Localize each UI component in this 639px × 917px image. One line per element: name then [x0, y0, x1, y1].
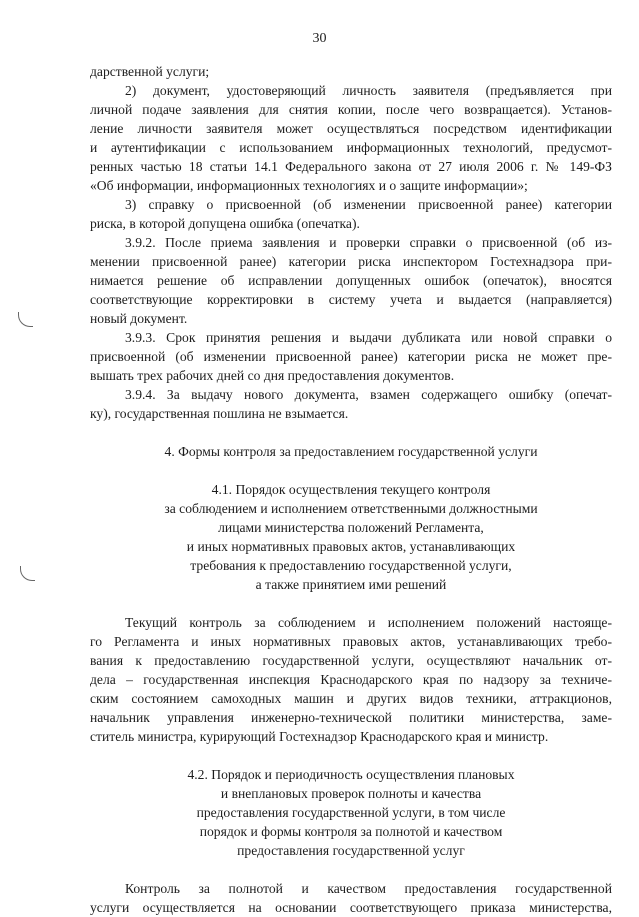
heading-line: 4.2. Порядок и периодичность осуществления плановых	[187, 767, 515, 782]
text-line: вания к предоставлению государственной услуги, осуществляют начальник от-	[90, 653, 612, 668]
text-line: го Регламента и иных нормативных правовых актов, устанавливающих требо-	[90, 634, 612, 649]
text-line: услуги осуществляется на основании соответствующего приказа министерства,	[90, 900, 612, 915]
heading-line: предоставления государственной услуг	[237, 843, 465, 858]
text-line: Контроль за полнотой и качеством предоставления государственной	[125, 881, 612, 896]
spacer	[90, 594, 612, 613]
text-line: новый документ.	[90, 311, 188, 326]
text-line: ренных частью 18 статьи 14.1 Федерального закона от 27 июля 2006 г. № 149-ФЗ	[90, 159, 612, 174]
text-line: соответствующие корректировки в систему учета и выдается (направляется)	[90, 292, 612, 307]
binding-hole-mark	[18, 312, 33, 327]
text-line: дарственной услуги;	[90, 64, 210, 79]
text-line: 2) документ, удостоверяющий личность заявителя (предъявляется при	[125, 83, 612, 98]
heading-line: предоставления государственной услуги, в том числе	[196, 805, 506, 820]
text-line: присвоенной (об изменении присвоенной ранее) категории риска не может пре-	[90, 349, 612, 364]
text-line: «Об информации, информационных технологиях и о защите информации»;	[90, 178, 528, 193]
spacer	[90, 461, 612, 480]
document-body	[90, 62, 612, 917]
heading-line: и иных нормативных правовых актов, устанавливающих	[186, 539, 516, 554]
text-line: личной подаче заявления для снятия копии, после чего возвращается). Установ-	[90, 102, 612, 117]
binding-hole-mark	[20, 566, 35, 581]
text-line: вышать трех рабочих дней со дня предоставления документов.	[90, 368, 455, 383]
text-line: ление личности заявителя может осуществляться посредством идентификации	[90, 121, 612, 136]
text-line: 3) справку о присвоенной (об изменении присвоенной ранее) категории	[125, 197, 612, 212]
text-line: дела – государственная инспекция Краснодарского края по надзору за техниче-	[90, 672, 612, 687]
heading-line: 4.1. Порядок осуществления текущего контроля	[211, 482, 491, 497]
spacer	[90, 746, 612, 765]
spacer	[90, 860, 612, 879]
text-line: 3.9.4. За выдачу нового документа, взамен содержащего ошибку (опечат-	[125, 387, 612, 402]
text-line: 3.9.2. После приема заявления и проверки справки о присвоенной (об из-	[125, 235, 612, 250]
text-line: менении присвоенной ранее) категории риска инспектором Гостехнадзора при-	[90, 254, 612, 269]
text-line: ку), государственная пошлина не взымается.	[90, 406, 349, 421]
text-line: ститель министра, курирующий Гостехнадзор Краснодарского края и министр.	[90, 729, 549, 744]
heading-line: за соблюдением и исполнением ответственными должностными	[164, 501, 538, 516]
heading-line: порядок и формы контроля за полнотой и качеством	[199, 824, 503, 839]
text-line: и аутентификации с использованием информационных технологий, предусмот-	[90, 140, 612, 155]
text-line: нимается решение об исправлении допущенных ошибок (опечаток), вносятся	[90, 273, 612, 288]
text-line: 3.9.3. Срок принятия решения и выдачи дубликата или новой справки о	[125, 330, 612, 345]
text-line: риска, в которой допущена ошибка (опечатка).	[90, 216, 360, 231]
text-line: Текущий контроль за соблюдением и исполнением положений настояще-	[125, 615, 612, 630]
heading-line: лицами министерства положений Регламента,	[218, 520, 484, 535]
page-number: 30	[312, 31, 327, 46]
text-line: начальник управления инженерно-технической политики министерства, заме-	[90, 710, 612, 725]
heading-line: а также принятием ими решений	[255, 577, 447, 592]
heading-line: требования к предоставлению государственной услуги,	[190, 558, 512, 573]
spacer	[90, 423, 612, 442]
heading-line: и внеплановых проверок полноты и качества	[220, 786, 482, 801]
text-line: ским состоянием самоходных машин и других видов техники, аттракционов,	[90, 691, 612, 706]
heading-line: 4. Формы контроля за предоставлением государственной услуги	[164, 444, 538, 459]
